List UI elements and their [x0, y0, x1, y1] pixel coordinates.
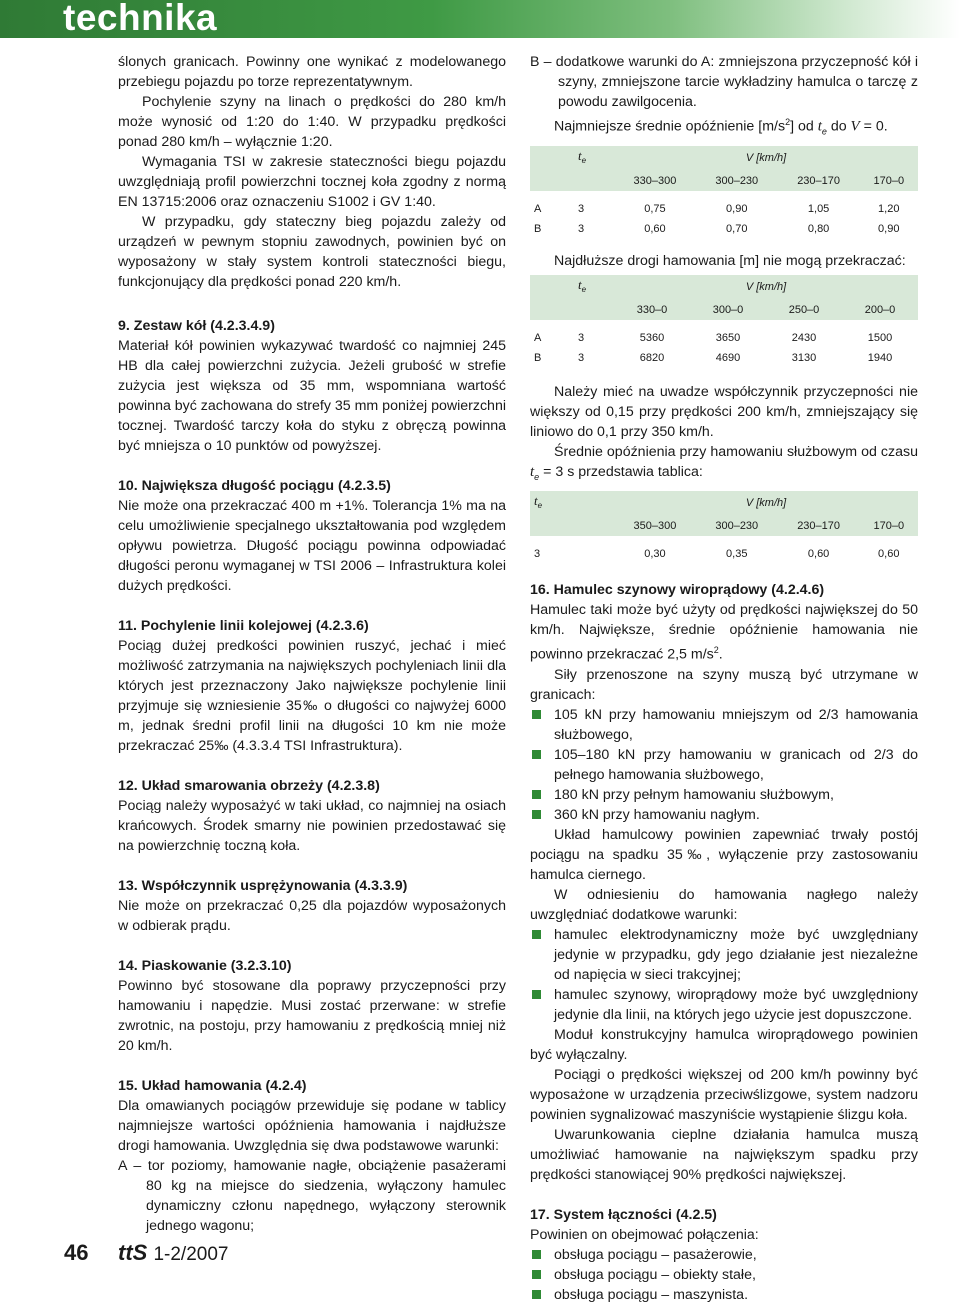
emergency-list [530, 925, 918, 1025]
table-header: 330–0 [614, 300, 690, 320]
paragraph: Pociąg dużej predkości powinien ruszyć, jechać i mieć możliwość zatrzymania na największych pochyleniach linii dla których jest przeznaczony Jako największe pochylenie linii przyjmuje się wzniesienie 35‰ o długości co najwyżej 6000 m, jednak średni profil linii na długości 10 km nie może przekraczać 25‰ (4.3.3.4 TSI Infrastruktura). [118, 638, 506, 754]
table-header: 300–0 [690, 300, 766, 320]
paragraph: Siły przenoszone na szyny muszą być utrzymane w granicach: [530, 666, 918, 703]
page-footer [64, 1240, 229, 1266]
paragraph: Należy mieć na uwadze współczynnik przyczepności nie większy od 0,15 przy prędkości 200 km/h, zmniejszający się liniowo do 0,1 przy 350 km/h. [530, 383, 918, 440]
table-row: B 3 0,60 0,70 0,80 0,90 [534, 222, 900, 235]
page-header [0, 0, 960, 38]
left-column [118, 52, 506, 1236]
section-heading: 11. Pochylenie linii kolejowej (4.2.3.6) [118, 618, 369, 634]
paragraph: Średnie opóźnienia przy hamowaniu służbowym od czasu $t_e = 3$ s przedstawia tablica: [530, 443, 918, 482]
table-header: V [km/h] [614, 491, 918, 516]
braking-distance-table: $t_e$ V [km/h] 330–0 300–0 250–0 200–0 A 3 5360 3650 2430 1500 B 3 6820 4690 3130 1940 [530, 275, 918, 368]
list-item: 180 kN przy pełnym hamowaniu służbowym, [530, 785, 918, 805]
deceleration-table: $t_e$ V [km/h] 330–300 300–230 230–170 170–0 A 3 0,75 0,90 1,05 1,20 B 3 0,60 0,70 0,80 0,90 [530, 146, 918, 239]
section-heading: 17. System łączności (4.2.5) [530, 1206, 717, 1223]
section-heading: 14. Piaskowanie (3.2.3.10) [118, 958, 292, 974]
list-item: 105–180 kN przy hamowaniu w granicach od 2/3 do pełnego hamowania służbowego, [530, 745, 918, 785]
paragraph: Pociągi o prędkości większej od 200 km/h powinny być wyposażone w urządzenia przeciwślizgowe, system nadzoru powinien sygnalizować maszyniście wystąpienie ślizgu koła. [530, 1066, 918, 1123]
section-heading: 9. Zestaw kół (4.2.3.4.9) [118, 318, 275, 334]
section-heading: 13. Współczynnik usprężynowania (4.3.3.9) [118, 878, 408, 894]
table-header: 230–170 [778, 171, 860, 191]
paragraph: Pochylenie szyny na linach o prędkości do 280 km/h może wynosić od 1:20 do 1:40. W przypadku prędkości ponad 280 km/h – wyłącznie 1:20. [118, 94, 506, 150]
table-row: A 3 0,75 0,90 1,05 1,20 [534, 202, 900, 215]
section-heading: 10. Największa długość pociągu (4.2.3.5) [118, 478, 391, 494]
paragraph: Pociąg należy wyposażyć w taki układ, co najmniej na osiach krańcowych. Środek smarny nie powinien przedostawać się na powierzchnię toczną koła. [118, 798, 506, 854]
page-number: 46 [64, 1240, 89, 1265]
paragraph: Materiał kół powinien wykazywać twardość co najmniej 245 HB dla całej powierzchni zużycia. Jeżeli grubość w strefie zużycia jest większa od 35 mm, wspomniana wartość powinna być zachowana do strefy 35 mm poniżej powierzchni tocznej. Twardość tarczy koła do styku z obręczą powinna być mniejsza o 10 punktów od powyższej. [118, 338, 506, 454]
table-header: 230–170 [778, 516, 860, 536]
decel-intro: Najmniejsze średnie opóźnienie $[m/s^2]$ od $t_e$ do V = 0. [554, 117, 888, 137]
table-header: 300–230 [696, 516, 778, 536]
paragraph: Nie może ona przekraczać 400 m +1%. Tolerancja 1% ma na celu umożliwienie specjalnego ukształtowania pod względem opływu powietrza. Długość pociągu powinna odpowiadać długości peronu wymaganej w TSI 2006 – Infrastruktura kolei dużych prędkości. [118, 498, 506, 594]
table-header: 200–0 [842, 300, 918, 320]
table-header: V [km/h] [614, 146, 918, 171]
table-header: 350–300 [614, 516, 696, 536]
paragraph: W odniesieniu do hamowania nagłego należy uwzględniać dodatkowe warunki: [530, 886, 918, 923]
table-header: 250–0 [766, 300, 842, 320]
paragraph: W przypadku, gdy stateczny bieg pojazdu zależy od urządzeń w pewnym stopniu zawodnych, powinien być on wyposażony w stały system kontroli stateczności biegu, funkcjonujący dla prędkości ponad 220 km/h. [118, 214, 506, 290]
table-row: A 3 5360 3650 2430 1500 [534, 331, 893, 344]
paragraph: Powinno być stosowane dla poprawy przyczepności przy hamowaniu i napędzie. Musi zostać przerwane: w strefie zwrotnic, na postoju, przy hamowaniu z prędkością mniej niż 20 km/h. [118, 978, 506, 1054]
table-header: V [km/h] [614, 275, 918, 300]
section-heading: 16. Hamulec szynowy wiroprądowy (4.2.4.6) [530, 581, 825, 598]
magazine-logo: ttS 1-2/2007 [118, 1240, 229, 1265]
issue-number: 1-2/2007 [153, 1244, 229, 1265]
list-item: 360 kN przy hamowaniu nagłym. [530, 805, 918, 825]
paragraph: Najdłuższe drogi hamowania [m] nie mogą przekraczać: [554, 252, 906, 269]
paragraph: Nie może on przekraczać 0,25 dla pojazdów wyposażonych w odbierak prądu. [118, 898, 506, 934]
table-header: 300–230 [696, 171, 778, 191]
service-braking-table: $t_e$ V [km/h] 350–300 300–230 230–170 170–0 3 0,30 0,35 0,60 0,60 [530, 491, 918, 564]
section-heading: 12. Układ smarowania obrzeży (4.2.3.8) [118, 778, 380, 794]
table-row: 3 0,30 0,35 0,60 0,60 [534, 547, 900, 560]
paragraph: Powinien on obejmować połączenia: [530, 1226, 759, 1243]
table-header: 330–300 [614, 171, 696, 191]
list-item: hamulec szynowy, wiroprądowy może być uwzględniony jedynie dla linii, na których jego użycie jest dopuszczone. [530, 985, 918, 1025]
list-item: obsługa pociągu – maszynista. [530, 1285, 918, 1305]
right-column [530, 52, 918, 1305]
section-title: technika [63, 0, 218, 38]
condition-b: B – dodatkowe warunki do A: zmniejszona przyczepność kół i szyny, zmniejszone tarcie wykładziny hamulca o tarczę z powodu zawilgocenia. [530, 54, 918, 110]
list-item: obsługa pociągu – pasażerowie, [530, 1245, 918, 1265]
section-heading: 15. Układ hamowania (4.2.4) [118, 1078, 307, 1094]
forces-list [530, 705, 918, 825]
condition-a: A – tor poziomy, hamowanie nagłe, obciążenie pasażerami 80 kg na miejsce do siedzenia, wyłączony hamulec dynamiczny członu napędnego, wyłączony sterownik jednego wagonu; [118, 1158, 506, 1234]
list-item: 105 kN przy hamowaniu mniejszym od 2/3 hamowania służbowego, [530, 705, 918, 745]
paragraph: Wymagania TSI w zakresie stateczności biegu pojazdu uwzględniają profil powierzchni tocznej koła zgodny z normą EN 13715:2006 oraz oznaczeniu S1002 i GV 1:40. [118, 154, 506, 210]
paragraph: Dla omawianych pociągów przewiduje się podane w tablicy najmniejsze wartości opóźnienia hamowania i najdłuższe drogi hamowania. Uwzględnia się dwa podstawowe warunki: [118, 1098, 506, 1154]
table-header: 170–0 [860, 516, 918, 536]
list-item: hamulec elektrodynamiczny może być uwzględniany jedynie w przypadku, gdy jego działanie jest niezależne od napięcia w sieci trakcyjnej; [530, 925, 918, 985]
list-item: obsługa pociągu – obiekty stałe, [530, 1265, 918, 1285]
table-header: 170–0 [860, 171, 918, 191]
paragraph: ślonych granicach. Powinny one wynikać z modelowanego przebiegu pojazdu po torze reprezentatywnym. [118, 54, 506, 90]
comms-list [530, 1245, 918, 1305]
paragraph: Hamulec taki może być użyty od prędkości największej do 50 km/h. Największe, średnie opóźnienie hamowania nie powinno przekraczać 2,5 $m/s^2$. [530, 601, 918, 663]
paragraph: Uwarunkowania cieplne działania hamulca muszą umożliwiać hamowanie na największym spadku przy prędkości stanowiącej 90% prędkości największej. [530, 1126, 918, 1183]
table-row: B 3 6820 4690 3130 1940 [534, 351, 893, 364]
paragraph: Moduł konstrukcyjny hamulca wiroprądowego powinien być wyłączalny. [530, 1026, 918, 1063]
paragraph: Układ hamulcowy powinien zapewniać trwały postój pociągu na spadku 35‰, wyłączenie przy zastosowaniu hamulca ciernego. [530, 826, 918, 883]
